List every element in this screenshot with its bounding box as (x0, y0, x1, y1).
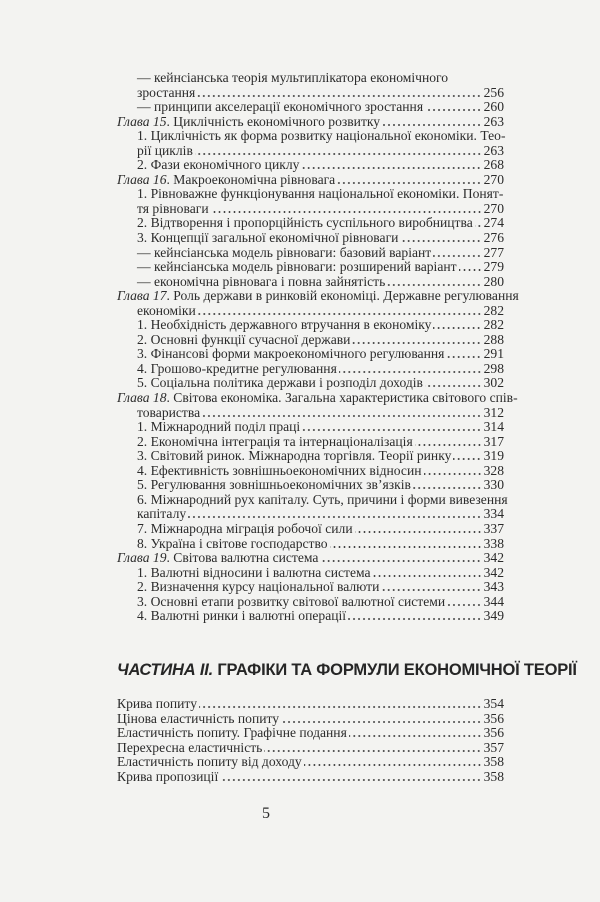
table-of-contents-part-2 (117, 697, 504, 784)
entry-title: 3. Фінансові форми макроекономічного регулювання (137, 346, 445, 362)
toc-entry (117, 202, 504, 217)
entry-title: Еластичність попиту. Графічне подання (117, 725, 347, 741)
entry-title: — економічна рівновага і повна зайнятість (137, 273, 386, 289)
part-title: ГРАФІКИ ТА ФОРМУЛИ ЕКОНОМІЧНОЇ ТЕОРІЇ (212, 661, 577, 679)
toc-entry (117, 86, 504, 101)
entry-title: — кейнсіанська модель рівноваги: розширений варіант (137, 259, 457, 275)
entry-page: 312 (483, 404, 504, 420)
toc-entry (117, 522, 504, 537)
dot-leader (197, 95, 481, 97)
entry-page: 354 (483, 696, 504, 711)
entry-title: 8. Україна і світове господарство (137, 535, 328, 551)
entry-page: 319 (483, 448, 504, 464)
entry-title: 1. Необхідність державного втручання в економіку (137, 317, 432, 333)
dot-leader (424, 473, 482, 475)
entry-title: . Роль держави в ринковій економіці. Державне регулювання (166, 288, 519, 304)
dot-leader (446, 356, 481, 358)
toc-entry (117, 595, 504, 610)
entry-page: 282 (483, 317, 504, 333)
toc-entry (117, 246, 504, 261)
entry-page: 342 (483, 550, 504, 566)
toc-entry (117, 231, 504, 246)
dot-leader (339, 371, 482, 373)
dot-leader (264, 750, 481, 752)
entry-page: 344 (483, 593, 504, 609)
entry-page: 314 (483, 419, 504, 435)
dot-leader (425, 385, 482, 387)
entry-title: Цінова еластичність попиту (117, 710, 280, 726)
toc-entry (117, 187, 504, 202)
dot-leader (195, 153, 482, 155)
chapter-label: Глава 16 (117, 171, 167, 187)
entry-title: . Світова економіка. Загальна характеристика світового спів- (166, 390, 518, 406)
entry-page: 349 (483, 608, 504, 624)
entry-page: 342 (483, 564, 504, 580)
entry-page: 256 (483, 84, 504, 100)
entry-title: 5. Регулювання зовнішньоекономічних зв’язків (137, 477, 411, 493)
toc-entry (117, 362, 504, 377)
toc-entry (117, 491, 508, 508)
entry-title: рії циклів (137, 142, 193, 158)
entry-title: 3. Основні етапи розвитку світової валютної системи (137, 593, 446, 609)
page-number: 5 (262, 805, 270, 822)
toc-entry (117, 318, 504, 333)
dot-leader (355, 531, 482, 533)
toc-entry (117, 100, 504, 115)
entry-title: економіки (137, 302, 196, 318)
toc-entry (117, 435, 504, 450)
entry-title: 1. Валютні відносини і валютна система (137, 564, 371, 580)
entry-title: Крива попиту (117, 696, 197, 711)
entry-page: 279 (483, 259, 504, 275)
entry-page: 263 (483, 142, 504, 158)
toc-entry (117, 609, 504, 624)
dot-leader (199, 706, 482, 708)
toc-entry (117, 158, 504, 173)
dot-leader (202, 415, 481, 417)
dot-leader (330, 546, 482, 548)
entry-title: 2. Визначення курсу національної валюти (137, 579, 380, 595)
toc-entry (117, 71, 504, 86)
chapter-label: Глава 18 (117, 390, 167, 406)
entry-page: 282 (483, 302, 504, 318)
chapter-label: Глава 15 (117, 113, 167, 129)
entry-page: 302 (483, 375, 504, 391)
entry-page: 338 (483, 535, 504, 551)
entry-title: 2. Економічна інтеграція та інтернаціоналізація (137, 433, 413, 449)
entry-page: 274 (483, 215, 504, 231)
dot-leader (348, 618, 482, 620)
entry-title: 1. Міжнародний поділ праці (137, 419, 301, 435)
part-label: ЧАСТИНА II. (117, 661, 213, 679)
dot-leader (211, 211, 482, 213)
entry-page: 270 (483, 171, 504, 187)
entry-title: . Світова валютна система (166, 550, 319, 566)
toc-entry (117, 741, 504, 756)
dot-leader (415, 444, 482, 446)
entry-page: 277 (483, 244, 504, 260)
entry-page: 334 (483, 506, 504, 522)
toc-entry (117, 406, 504, 421)
toc-entry (117, 755, 504, 770)
toc-entry (117, 129, 504, 144)
entry-title: тя рівноваги (137, 200, 209, 216)
entry-page: 358 (483, 754, 504, 770)
entry-page: 356 (483, 725, 504, 741)
entry-title: Еластичність попиту від доходу (117, 754, 302, 770)
entry-title: Крива пропозиції (117, 768, 219, 784)
entry-title: 1. Циклічність як форма розвитку національної економіки. Тео- (137, 128, 506, 144)
dot-leader (433, 327, 481, 329)
dot-leader (387, 284, 481, 286)
entry-title: — кейнсіанська теорія мультиплікатора економічного (137, 70, 449, 85)
entry-title: . Циклічність економічного розвитку (166, 113, 381, 129)
entry-page: 298 (483, 360, 504, 376)
entry-page: 337 (483, 520, 504, 536)
entry-title: капіталу (137, 506, 187, 522)
dot-leader (433, 255, 481, 257)
chapter-entry (117, 390, 518, 406)
dot-leader (475, 225, 482, 227)
toc-entry (117, 347, 504, 362)
chapter-entry (117, 115, 504, 130)
entry-page: 343 (483, 579, 504, 595)
entry-title: 1. Рівноважне функціонування національної економіки. Понят- (137, 186, 504, 202)
part-heading (117, 661, 577, 680)
dot-leader (337, 182, 481, 184)
toc-entry (117, 507, 504, 522)
chapter-label: Глава 19 (117, 550, 167, 566)
entry-title: — кейнсіанська модель рівноваги: базовий варіант (137, 244, 432, 260)
dot-leader (447, 604, 481, 606)
table-of-contents (117, 70, 519, 624)
toc-entry (117, 260, 504, 275)
toc-entry (117, 712, 504, 727)
entry-page: 356 (483, 710, 504, 726)
dot-leader (302, 429, 481, 431)
dot-leader (188, 516, 481, 518)
dot-leader (425, 109, 482, 111)
entry-page: 358 (483, 768, 504, 784)
toc-entry (117, 566, 504, 581)
entry-page: 276 (483, 230, 504, 246)
dot-leader (400, 240, 481, 242)
toc-entry (117, 333, 504, 348)
dot-leader (453, 458, 481, 460)
entry-page: 270 (483, 200, 504, 216)
dot-leader (304, 764, 482, 766)
dot-leader (220, 779, 481, 781)
entry-title: товариства (137, 404, 201, 420)
entry-title: 2. Фази економічного циклу (137, 157, 300, 173)
toc-entry (117, 478, 504, 493)
chapter-label: Глава 17 (117, 288, 167, 304)
entry-page: 357 (483, 739, 504, 755)
entry-page: 280 (483, 273, 504, 289)
toc-entry (117, 537, 504, 552)
entry-page: 330 (483, 477, 504, 493)
entry-title: 2. Основні функції сучасної держави (137, 331, 351, 347)
entry-page: 268 (483, 157, 504, 173)
toc-entry (117, 449, 504, 464)
entry-title: 4. Валютні ринки і валютні операції (137, 608, 347, 624)
toc-entry (117, 216, 504, 231)
entry-page: 263 (483, 113, 504, 129)
entry-title: 2. Відтворення і пропорційність суспільного виробництва (137, 215, 473, 231)
dot-leader (381, 589, 481, 591)
dot-leader (349, 735, 482, 737)
chapter-entry (117, 288, 519, 304)
toc-entry (117, 726, 504, 741)
dot-leader (198, 313, 482, 315)
dot-leader (320, 560, 481, 562)
entry-title: 5. Соціальна політика держави і розподіл доходів (137, 375, 423, 391)
entry-title: 6. Міжнародний рух капіталу. Суть, причини і форми вивезення (137, 491, 508, 507)
entry-title: 7. Міжнародна міграція робочої сили (137, 520, 353, 536)
entry-title: 3. Світовий ринок. Міжнародна торгівля. Теорії ринку (137, 448, 452, 464)
entry-page: 288 (483, 331, 504, 347)
toc-entry (117, 376, 504, 391)
entry-title: 3. Концепції загальної економічної рівноваги (137, 230, 399, 246)
entry-page: 291 (483, 346, 504, 362)
dot-leader (459, 269, 482, 271)
entry-page: 260 (483, 99, 504, 115)
toc-entry (117, 304, 504, 319)
entry-page: 317 (483, 433, 504, 449)
dot-leader (373, 575, 482, 577)
toc-entry (117, 275, 504, 290)
entry-title: . Макроекономічна рівновага (166, 171, 336, 187)
entry-title: Перехресна еластичність (117, 739, 263, 755)
toc-entry (117, 420, 504, 435)
dot-leader (382, 124, 482, 126)
chapter-entry (117, 173, 504, 188)
dot-leader (413, 487, 482, 489)
toc-entry (117, 697, 504, 712)
entry-page: 328 (483, 462, 504, 478)
toc-entry (117, 144, 504, 159)
toc-entry (117, 580, 504, 595)
toc-entry (117, 464, 504, 479)
entry-title: — принципи акселерації економічного зростання (137, 99, 424, 115)
dot-leader (352, 342, 481, 344)
toc-entry (117, 770, 504, 785)
dot-leader (301, 167, 481, 169)
entry-title: зростання (137, 84, 196, 100)
dot-leader (281, 721, 482, 723)
entry-title: 4. Грошово-кредитне регулювання (137, 360, 337, 376)
chapter-entry (117, 551, 504, 566)
entry-title: 4. Ефективність зовнішньоекономічних відносин (137, 462, 422, 478)
